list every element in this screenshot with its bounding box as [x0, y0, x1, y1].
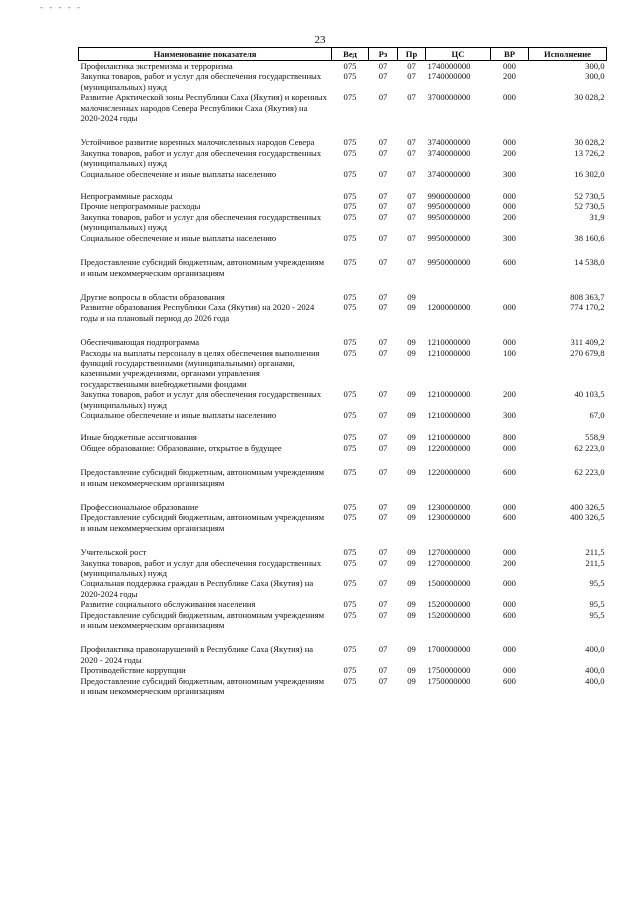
row-vr: 300: [503, 168, 516, 179]
row-vr: 000: [503, 92, 516, 103]
row-ved: 075: [343, 644, 357, 655]
row-pr: 07: [407, 257, 416, 268]
row-cs: 1270000000: [427, 547, 471, 558]
table-row: [79, 71, 607, 92]
row-vr: 600: [503, 609, 516, 620]
row-name: Закупка товаров, работ и услуг для обеспечения государственных (муниципальных) нужд: [80, 211, 322, 233]
row-pr: 07: [407, 71, 416, 82]
row-name: Развитие Арктической зоны Республики Саха (Якутия) и коренных малочисленных народов Севера Республики Саха (Якутия) на 2020-2024 годы: [80, 92, 327, 124]
header-ved: Вед: [332, 48, 369, 61]
table-row: [79, 610, 607, 631]
row-vr: 000: [503, 442, 516, 453]
header-cs: ЦС: [426, 48, 491, 61]
row-vr: 300: [503, 409, 516, 420]
row-name: Социальная поддержка граждан в Республике Саха (Якутия) на 2020-2024 годы: [80, 578, 314, 599]
table-row: [79, 533, 607, 557]
row-amount: 400 326,5: [570, 512, 605, 523]
row-vr: 800: [503, 432, 516, 443]
row-amount: 95,5: [589, 578, 605, 589]
row-rz: 07: [378, 557, 388, 568]
row-name: Прочие непрограммные расходы: [80, 201, 201, 212]
row-cs: 9950000000: [427, 257, 471, 268]
row-name: Профессиональное образование: [80, 502, 199, 512]
row-ved: 075: [343, 291, 357, 302]
row-rz: 07: [378, 61, 388, 71]
row-rz: 07: [378, 92, 388, 103]
row-vr: 000: [503, 502, 516, 512]
row-vr: 000: [503, 302, 516, 313]
row-cs: 1230000000: [427, 502, 471, 512]
row-amount: 808 363,7: [570, 291, 605, 302]
row-pr: 09: [407, 609, 416, 620]
table-row: [79, 169, 607, 179]
row-amount: 400,0: [585, 644, 605, 655]
row-cs: 1750000000: [427, 675, 471, 686]
row-amount: 211,5: [585, 547, 605, 558]
table-row: [79, 599, 607, 609]
table-row: [79, 92, 607, 123]
row-ved: 075: [343, 211, 357, 222]
row-vr: 200: [503, 211, 516, 222]
row-ved: 075: [343, 675, 357, 686]
row-pr: 07: [407, 147, 416, 158]
row-vr: 200: [503, 71, 516, 82]
row-rz: 07: [378, 137, 388, 148]
row-pr: 07: [407, 92, 416, 103]
row-ved: 075: [343, 147, 357, 158]
row-rz: 07: [378, 291, 388, 302]
row-vr: 000: [503, 578, 516, 589]
row-vr: 000: [503, 337, 516, 348]
row-name: Закупка товаров, работ и услуг для обеспечения государственных (муниципальных) нужд: [80, 389, 322, 410]
row-amount: 30 028,2: [574, 137, 605, 148]
row-rz: 07: [378, 232, 388, 243]
row-vr: 300: [503, 232, 516, 243]
row-pr: 09: [407, 557, 416, 568]
row-ved: 075: [343, 389, 357, 400]
row-cs: 1210000000: [427, 347, 471, 358]
row-name: Устойчивое развитие коренных малочисленных народов Севера: [80, 137, 315, 148]
table-row: [79, 233, 607, 243]
table-row: [79, 558, 607, 579]
row-name: Противодействие коррупции: [80, 665, 186, 676]
header-amount: Исполнение: [529, 48, 607, 61]
row-amount: 14 538,0: [574, 257, 605, 268]
header-pr: Пр: [398, 48, 426, 61]
row-ved: 075: [343, 302, 357, 313]
row-ved: 075: [343, 609, 357, 620]
row-name: Закупка товаров, работ и услуг для обеспечения государственных (муниципальных) нужд: [80, 71, 322, 92]
row-name: Общее образование: Образование, открытое в будущее: [80, 442, 282, 453]
row-ved: 075: [343, 137, 357, 148]
row-cs: 3740000000: [427, 168, 471, 179]
row-pr: 09: [407, 547, 416, 558]
row-pr: 09: [407, 409, 416, 420]
row-cs: 1210000000: [427, 432, 471, 443]
table-row: [79, 243, 607, 278]
row-cs: 1270000000: [427, 557, 471, 568]
budget-table: [78, 47, 607, 697]
header-name: Наименование показателя: [79, 48, 332, 61]
row-name: Иные бюджетные ассигнования: [80, 432, 197, 443]
row-vr: 000: [503, 61, 516, 71]
row-ved: 075: [343, 665, 357, 676]
row-amount: 95,5: [589, 599, 605, 610]
row-vr: 200: [503, 389, 516, 400]
row-ved: 075: [343, 442, 357, 453]
scan-marks: - - - - -: [40, 2, 82, 12]
row-vr: 000: [503, 201, 516, 212]
table-row: [79, 201, 607, 211]
row-rz: 07: [378, 609, 388, 620]
row-pr: 09: [407, 502, 416, 512]
row-pr: 09: [407, 512, 416, 523]
row-cs: 1520000000: [427, 599, 471, 610]
row-ved: 075: [343, 191, 357, 202]
row-ved: 075: [343, 61, 357, 71]
row-ved: 075: [343, 467, 357, 478]
table-row: [79, 212, 607, 233]
table-header-row: [79, 48, 607, 61]
table-row: [79, 61, 607, 72]
row-ved: 075: [343, 432, 357, 443]
row-cs: 1220000000: [427, 467, 471, 478]
row-amount: 13 726,2: [574, 147, 605, 158]
row-amount: 30 028,2: [574, 92, 605, 103]
row-pr: 07: [407, 61, 416, 71]
row-vr: [491, 278, 529, 302]
row-rz: 07: [378, 467, 388, 478]
row-name: Учительской рост: [80, 547, 147, 558]
row-vr: 200: [503, 147, 516, 158]
row-rz: 07: [378, 337, 388, 348]
row-rz: 07: [378, 147, 388, 158]
row-vr: 600: [503, 675, 516, 686]
row-vr: 000: [503, 137, 516, 148]
row-pr: 07: [407, 201, 416, 212]
row-amount: 52 730,5: [574, 201, 605, 212]
row-rz: 07: [378, 168, 388, 179]
row-ved: 075: [343, 201, 357, 212]
row-rz: 07: [378, 389, 388, 400]
row-pr: 09: [407, 644, 416, 655]
row-rz: 07: [378, 644, 388, 655]
row-ved: 075: [343, 599, 357, 610]
row-cs: 1210000000: [427, 337, 471, 348]
row-amount: 62 223,0: [574, 442, 605, 453]
row-rz: 07: [378, 409, 388, 420]
row-cs: 9900000000: [427, 191, 471, 202]
row-ved: 075: [343, 92, 357, 103]
row-pr: 09: [407, 302, 416, 313]
row-rz: 07: [378, 442, 388, 453]
table-row: [79, 488, 607, 512]
table-row: [79, 278, 607, 302]
row-pr: 09: [407, 675, 416, 686]
table-row: [79, 443, 607, 453]
table-body: [79, 61, 607, 697]
row-pr: 07: [407, 232, 416, 243]
row-cs: 3740000000: [427, 137, 471, 148]
table-row: [79, 512, 607, 533]
row-pr: 07: [407, 137, 416, 148]
row-amount: 270 679,8: [570, 347, 605, 358]
table-row: [79, 348, 607, 390]
row-cs: 9950000000: [427, 211, 471, 222]
row-pr: 09: [407, 599, 416, 610]
row-name: Закупка товаров, работ и услуг для обеспечения государственных (муниципальных) нужд: [80, 557, 322, 579]
row-cs: 1740000000: [427, 61, 471, 71]
row-cs: 1210000000: [427, 409, 471, 420]
row-cs: 1750000000: [427, 665, 471, 676]
row-name: Социальное обеспечение и иные выплаты населению: [80, 168, 277, 179]
table-row: [79, 410, 607, 420]
row-amount: 62 223,0: [574, 467, 605, 478]
row-ved: 075: [343, 71, 357, 82]
row-amount: 211,5: [585, 557, 605, 568]
row-amount: 400,0: [585, 665, 605, 676]
row-cs: 1210000000: [427, 389, 471, 400]
row-cs: 3700000000: [427, 92, 471, 103]
page-number: 23: [314, 34, 326, 46]
row-vr: 000: [503, 599, 516, 610]
row-amount: 52 730,5: [574, 191, 605, 202]
row-pr: 07: [407, 191, 416, 202]
row-ved: 075: [343, 557, 357, 568]
row-rz: 07: [378, 71, 388, 82]
row-amount: 558,9: [585, 432, 605, 443]
table-row: [79, 148, 607, 169]
row-name: Предоставление субсидий бюджетным, автономным учреждениям и иным некоммерческим организациям: [80, 467, 325, 488]
row-vr: 600: [503, 257, 516, 268]
table-row: [79, 630, 607, 665]
row-name: Расходы на выплаты персоналу в целях обеспечения выполнения функций государственными (муниципальными) органами, казенными учреждениями, органами управления государственными внебюджетными фондами: [80, 347, 320, 389]
row-cs: 9950000000: [427, 201, 471, 212]
row-amount: 300,0: [585, 71, 605, 82]
row-ved: 075: [343, 232, 357, 243]
row-ved: 075: [343, 578, 357, 589]
row-cs: 1520000000: [427, 609, 471, 620]
row-name: Предоставление субсидий бюджетным, автономным учреждениям и иным некоммерческим организациям: [80, 609, 325, 631]
table-row: [79, 323, 607, 347]
row-vr: 100: [503, 347, 516, 358]
row-name: Непрограммные расходы: [80, 191, 173, 202]
row-name: Предоставление субсидий бюджетным, автономным учреждениям и иным некоммерческим организациям: [80, 257, 325, 278]
row-amount: 38 160,6: [574, 232, 605, 243]
row-name: Профилактика правонарушений в Республике Саха (Якутия) на 2020 - 2024 годы: [80, 644, 314, 665]
row-name: Развитие образования Республики Саха (Якутия) на 2020 - 2024 годы и на плановый период до 2026 года: [80, 302, 315, 323]
row-name: Предоставление субсидий бюджетным, автономным учреждениям и иным некоммерческим организациям: [80, 512, 325, 533]
row-rz: 07: [378, 347, 388, 358]
row-name: Профилактика экстремизма и терроризма: [80, 61, 233, 71]
table-row: [79, 179, 607, 201]
row-name: Социальное обеспечение и иные выплаты населению: [80, 409, 277, 420]
row-amount: 300,0: [585, 61, 605, 71]
row-cs: 3740000000: [427, 147, 471, 158]
row-cs: 1700000000: [427, 644, 471, 655]
row-rz: 07: [378, 257, 388, 268]
row-rz: 07: [378, 432, 388, 443]
row-pr: 07: [407, 211, 416, 222]
row-pr: 09: [407, 432, 416, 443]
row-ved: 075: [343, 502, 357, 512]
row-ved: 075: [343, 347, 357, 358]
row-name: Обеспечивающая подпрограмма: [80, 337, 200, 348]
row-ved: 075: [343, 409, 357, 420]
row-vr: 000: [503, 547, 516, 558]
row-ved: 075: [343, 337, 357, 348]
row-ved: 075: [343, 512, 357, 523]
row-rz: 07: [378, 211, 388, 222]
row-vr: 000: [503, 191, 516, 202]
row-rz: 07: [378, 302, 388, 313]
row-cs: 1230000000: [427, 512, 471, 523]
row-cs: 9950000000: [427, 232, 471, 243]
row-pr: 09: [407, 578, 416, 589]
row-name: Развитие социального обслуживания населения: [80, 599, 256, 610]
row-name: Предоставление субсидий бюджетным, автономным учреждениям и иным некоммерческим организациям: [80, 675, 325, 697]
row-name: Закупка товаров, работ и услуг для обеспечения государственных (муниципальных) нужд: [80, 147, 322, 169]
row-name: Другие вопросы в области образования: [80, 291, 225, 302]
row-vr: 600: [503, 467, 516, 478]
table-row: [79, 578, 607, 599]
table-row: [79, 665, 607, 675]
row-vr: 200: [503, 557, 516, 568]
row-amount: 774 170,2: [570, 302, 605, 313]
row-rz: 07: [378, 599, 388, 610]
row-pr: 09: [407, 467, 416, 478]
row-rz: 07: [378, 201, 388, 212]
table-row: [79, 453, 607, 488]
row-cs: 1220000000: [427, 442, 471, 453]
row-vr: 600: [503, 512, 516, 523]
row-rz: 07: [378, 665, 388, 676]
row-vr: 000: [503, 665, 516, 676]
row-rz: 07: [378, 675, 388, 686]
row-amount: 31,9: [589, 211, 605, 222]
row-pr: 09: [407, 665, 416, 676]
row-amount: 67,0: [589, 409, 605, 420]
row-pr: 09: [407, 389, 416, 400]
table-row: [79, 302, 607, 323]
row-amount: 311 409,2: [570, 337, 605, 348]
row-rz: 07: [378, 547, 388, 558]
row-pr: 09: [407, 291, 416, 302]
row-cs: 1740000000: [427, 71, 471, 82]
row-pr: 09: [407, 347, 416, 358]
row-pr: 09: [407, 337, 416, 348]
row-rz: 07: [378, 578, 388, 589]
row-amount: 400 326,5: [570, 502, 605, 512]
table-row: [79, 420, 607, 442]
row-ved: 075: [343, 547, 357, 558]
table-row: [79, 389, 607, 410]
row-amount: 16 302,0: [574, 168, 605, 179]
row-vr: 000: [503, 644, 516, 655]
row-name: Социальное обеспечение и иные выплаты населению: [80, 232, 277, 243]
row-amount: 40 103,5: [574, 389, 605, 400]
row-rz: 07: [378, 512, 388, 523]
table-row: [79, 123, 607, 147]
header-vr: ВР: [491, 48, 529, 61]
row-pr: 07: [407, 168, 416, 179]
row-rz: 07: [378, 502, 388, 512]
row-rz: 07: [378, 191, 388, 202]
row-amount: 400,0: [585, 675, 605, 686]
row-ved: 075: [343, 168, 357, 179]
header-rz: Рз: [369, 48, 398, 61]
row-cs: 1200000000: [427, 302, 471, 313]
row-pr: 09: [407, 442, 416, 453]
row-cs: 1500000000: [427, 578, 471, 589]
table-row: [79, 676, 607, 697]
row-amount: 95,5: [589, 609, 605, 620]
row-ved: 075: [343, 257, 357, 268]
row-cs: [426, 278, 491, 302]
